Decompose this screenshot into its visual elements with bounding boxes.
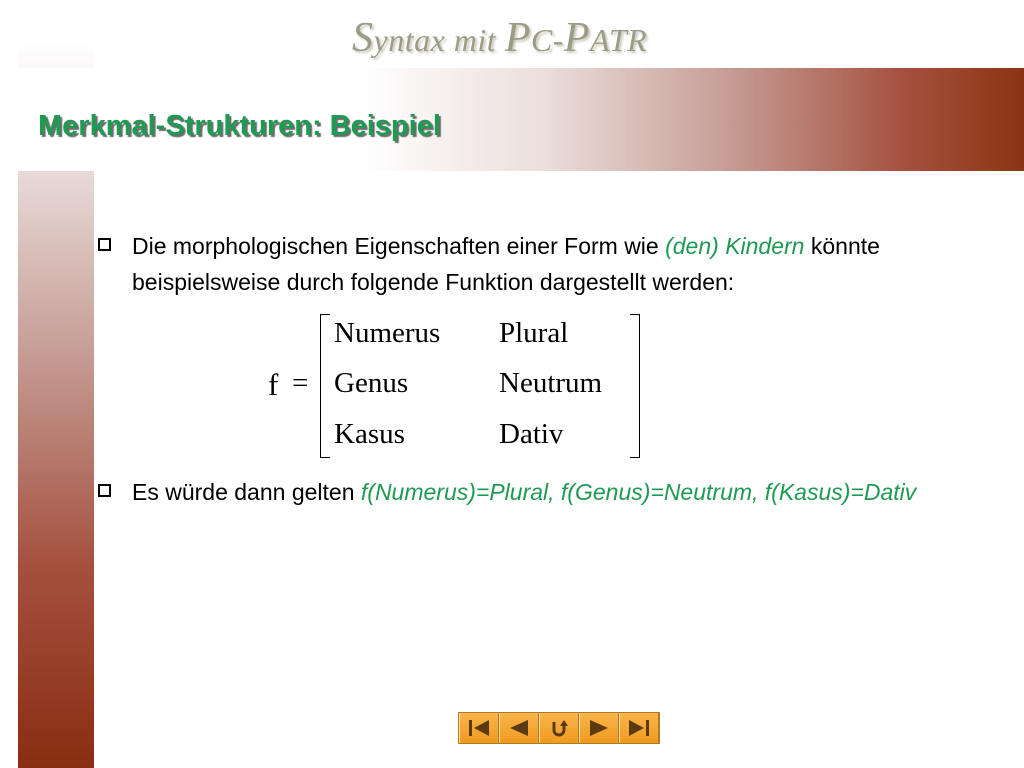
slide-navigation-bar	[458, 712, 660, 744]
last-slide-icon	[626, 717, 652, 739]
return-icon	[546, 717, 572, 739]
next-slide-button[interactable]	[579, 713, 619, 743]
bullet-item-2	[98, 474, 978, 510]
previous-slide-icon	[506, 717, 532, 739]
function-symbol: f	[268, 367, 279, 402]
left-bracket	[320, 314, 330, 458]
bullet-square-icon	[98, 484, 111, 497]
first-slide-icon	[466, 717, 492, 739]
matrix-feature-cell: Genus	[334, 367, 409, 399]
matrix-value-cell: Dativ	[499, 418, 564, 450]
bullet-text-2: Es würde dann gelten f(Numerus)=Plural, f(Genus)=Neutrum, f(Kasus)=Dativ	[132, 479, 917, 505]
matrix-value-cell: Neutrum	[499, 367, 603, 399]
highlight-example-word: (den) Kindern	[665, 233, 805, 259]
matrix-feature-cell: Numerus	[334, 317, 441, 349]
bullet-item-1	[98, 228, 978, 300]
presentation-header: Syntax mit PC-PATR	[352, 15, 648, 61]
highlight-function-values: f(Numerus)=Plural, f(Genus)=Neutrum, f(Kasus)=Dativ	[360, 479, 917, 505]
bullet-text-1: Die morphologischen Eigenschaften einer Form wie (den) Kindern könnte beispielsweise durch folgende Funktion dargestellt werden:	[132, 233, 880, 295]
first-slide-button[interactable]	[459, 713, 499, 743]
matrix-feature-cell: Kasus	[334, 418, 405, 450]
next-slide-icon	[586, 717, 612, 739]
bullet-square-icon	[98, 238, 111, 251]
matrix-value-cell: Plural	[499, 317, 569, 349]
equals-sign: =	[292, 367, 309, 399]
last-slide-button[interactable]	[619, 713, 659, 743]
right-bracket	[630, 314, 640, 458]
previous-slide-button[interactable]	[499, 713, 539, 743]
slide-title: Merkmal-Strukturen: Beispiel	[38, 110, 441, 142]
return-button[interactable]	[539, 713, 579, 743]
feature-structure-matrix	[268, 314, 648, 456]
